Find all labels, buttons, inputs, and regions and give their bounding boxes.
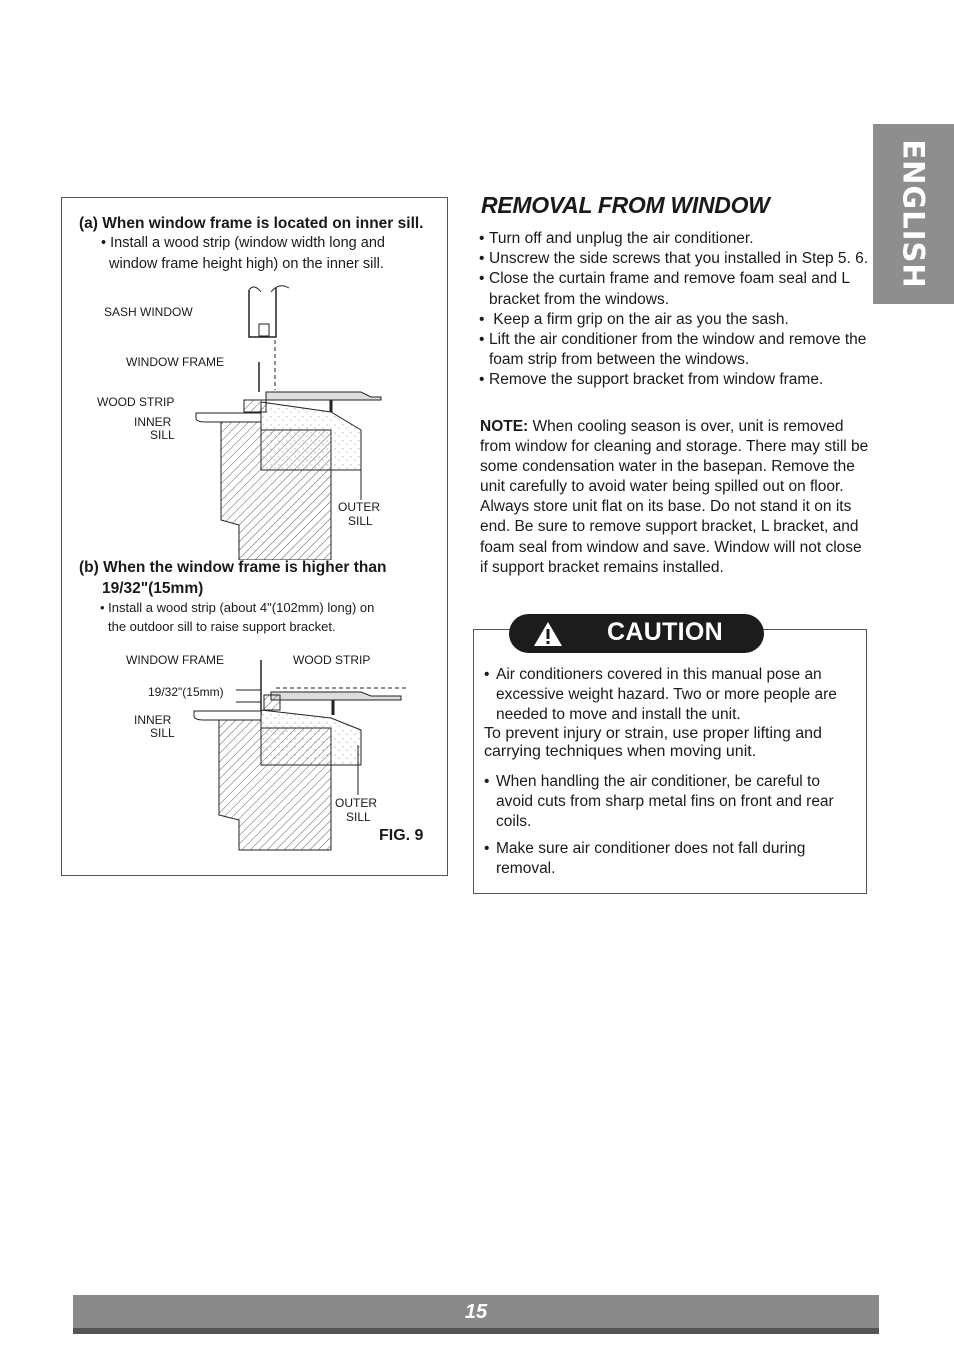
removal-bullet: • Close the curtain frame and remove foam seal and L bracket from the windows. bbox=[479, 269, 871, 309]
figure-a-text-1: • Install a wood strip (window width long and bbox=[101, 235, 385, 251]
label-window-frame-a: WINDOW FRAME bbox=[126, 355, 224, 369]
figure-b-heading-1: (b) When the window frame is higher than bbox=[79, 559, 387, 576]
note-paragraph bbox=[480, 417, 872, 578]
caution-header bbox=[509, 614, 764, 653]
label-wood-strip-b: WOOD STRIP bbox=[293, 653, 371, 667]
label-inner-sill-b: SILL bbox=[150, 726, 175, 740]
label-sash-window: SASH WINDOW bbox=[104, 305, 193, 319]
note-text: When cooling season is over, unit is removed from window for cleaning and storage. There may still be some condensation water in the basepan. Remove the unit carefully to avoid water being spilled out on floor. Always store unit flat on its base. Do not stand it on its end. Be sure to remove support bracket, L bracket, and foam seal from window and save. Window will not close if support bracket remains installed. bbox=[480, 418, 869, 576]
label-outer-a: OUTER bbox=[338, 500, 380, 514]
caution-item: • Make sure air conditioner does not fall during removal. bbox=[484, 839, 859, 879]
language-tab-label: ENGLISH bbox=[896, 139, 931, 289]
label-dimension: 19/32"(15mm) bbox=[148, 685, 224, 699]
label-inner-a: INNER bbox=[134, 415, 172, 429]
figure-a-text-2: window frame height high) on the inner sill. bbox=[109, 256, 384, 272]
figure-a-heading: (a) When window frame is located on inner sill. bbox=[79, 215, 424, 232]
language-tab bbox=[873, 124, 954, 304]
note-label: NOTE: bbox=[480, 418, 529, 435]
footer-bar bbox=[73, 1295, 879, 1334]
removal-bullet: • Lift the air conditioner from the window and remove the foam strip from between the windows. bbox=[479, 330, 871, 370]
section-title: REMOVAL FROM WINDOW bbox=[481, 192, 770, 218]
removal-bullet: • Keep a firm grip on the air as you the sash. bbox=[479, 310, 871, 330]
caution-item: • Air conditioners covered in this manual pose an excessive weight hazard. Two or more people are needed to move and install the unit. bbox=[484, 665, 859, 725]
removal-bullet: • Turn off and unplug the air conditioner. bbox=[479, 229, 871, 249]
removal-bullet-list bbox=[479, 229, 871, 391]
caution-list-2 bbox=[484, 772, 859, 832]
figure-b-text-2: the outdoor sill to raise support bracket. bbox=[108, 619, 336, 634]
removal-bullet: • Remove the support bracket from window frame. bbox=[479, 370, 871, 390]
label-outer-sill-b: SILL bbox=[346, 810, 371, 824]
caution-item-continued: To prevent injury or strain, use proper lifting and carrying techniques when moving unit. bbox=[484, 725, 822, 760]
figure-b-heading-2: 19/32"(15mm) bbox=[102, 580, 204, 597]
label-wood-strip-a: WOOD STRIP bbox=[97, 395, 175, 409]
caution-list bbox=[484, 665, 859, 725]
figure-caption: FIG. 9 bbox=[379, 827, 424, 844]
diagram-b bbox=[61, 640, 448, 855]
caution-item: • When handling the air conditioner, be careful to avoid cuts from sharp metal fins on front and rear coils. bbox=[484, 772, 859, 832]
removal-bullet: • Unscrew the side screws that you installed in Step 5. 6. bbox=[479, 249, 871, 269]
label-inner-b: INNER bbox=[134, 713, 172, 727]
label-window-frame-b: WINDOW FRAME bbox=[126, 653, 224, 667]
warning-icon bbox=[533, 621, 563, 647]
label-outer-sill-a: SILL bbox=[348, 514, 373, 528]
caution-list-3 bbox=[484, 839, 859, 879]
figure-b-text-1: • Install a wood strip (about 4"(102mm) long) on bbox=[100, 600, 375, 615]
label-outer-b: OUTER bbox=[335, 796, 377, 810]
page-number: 15 bbox=[464, 1301, 488, 1323]
caution-title: CAUTION bbox=[607, 618, 723, 646]
label-inner-sill-a: SILL bbox=[150, 428, 175, 442]
